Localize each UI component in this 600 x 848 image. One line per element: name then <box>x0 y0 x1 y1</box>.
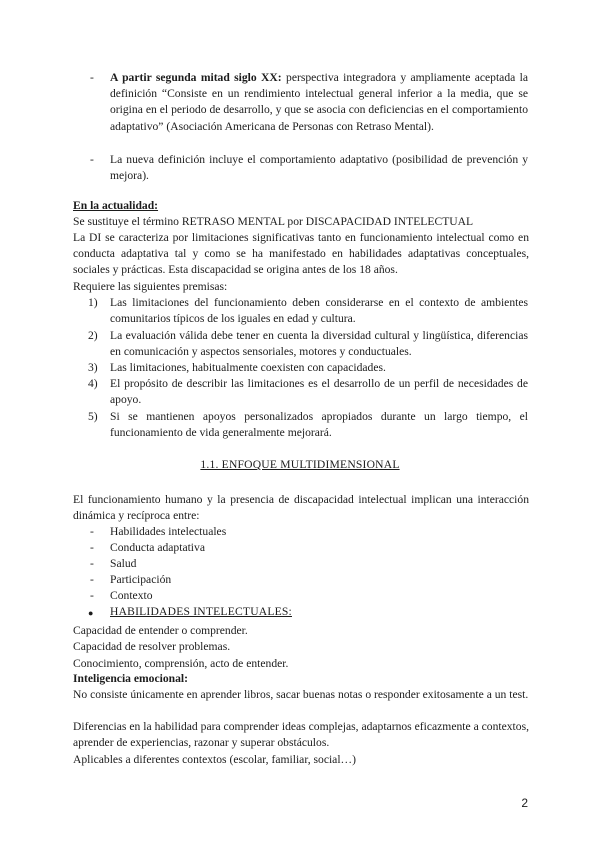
premisa-item <box>88 376 528 408</box>
premisa-text: Si se mantienen apoyos personalizados apropiados durante un largo tiempo, el funcionamiento de vida generalmente mejorará. <box>110 410 528 440</box>
list-item <box>92 572 492 588</box>
actualidad-heading-text: En la actualidad: <box>73 199 159 212</box>
habilidades-line: Capacidad de resolver problemas. <box>73 640 231 653</box>
dash-marker: - <box>90 557 94 570</box>
premisa-item <box>88 360 528 376</box>
section-intro: El funcionamiento humano y la presencia de discapacidad intelectual implican una interacción dinámica y recíproca entre: <box>73 493 529 523</box>
premisa-number: 3) <box>88 361 98 374</box>
actualidad-line: Se sustituye el término RETRASO MENTAL por DISCAPACIDAD INTELECTUAL <box>73 215 474 228</box>
dash-marker: - <box>90 153 94 166</box>
list-item-text: Habilidades intelectuales <box>110 525 227 538</box>
dash-marker: - <box>90 525 94 538</box>
premisa-number: 4) <box>88 377 98 390</box>
emocional-heading <box>73 671 529 687</box>
premisas-intro: Requiere las siguientes premisas: <box>73 280 228 293</box>
list-item-text: Participación <box>110 573 172 586</box>
habilidades-heading: HABILIDADES INTELECTUALES: <box>110 605 292 618</box>
dimension-list <box>92 524 492 604</box>
premisa-text: Las limitaciones, habitualmente coexisten con capacidades. <box>110 361 386 374</box>
emocional-heading-text: Inteligencia emocional: <box>73 672 188 685</box>
premisa-item <box>88 409 528 441</box>
list-item <box>92 588 492 604</box>
list-item-text: perspectiva integradora y ampliamente aceptada la definición “Consiste en un rendimiento intelectual general inferior a la media, que se origina en el periodo de desarrollo, y que se asocia con deficiencias en el comportamiento adaptativo” (Asociación Americana de Personas con Retraso Mental). <box>110 71 528 133</box>
premisa-text: La evaluación válida debe tener en cuenta la diversidad cultural y lingüística, diferencias en comunicación y aspectos sensoriales, motores y conductuales. <box>110 329 528 359</box>
habilidades-line: Capacidad de entender o comprender. <box>73 624 248 637</box>
emocional-paragraph: No consiste únicamente en aprender libros, sacar buenas notas o responder exitosamente a un test. <box>73 688 529 701</box>
list-item-text: La nueva definición incluye el comportamiento adaptativo (posibilidad de prevención y mejora). <box>110 153 528 183</box>
dash-marker: - <box>90 573 94 586</box>
list-item <box>92 152 528 184</box>
premisa-text: Las limitaciones del funcionamiento deben considerarse en el contexto de ambientes comunitarios típicos de los iguales en edad y cultura. <box>110 296 528 326</box>
emocional-paragraph: Aplicables a diferentes contextos (escolar, familiar, social…) <box>73 753 357 766</box>
list-item-text: Contexto <box>110 589 153 602</box>
premisa-number: 2) <box>88 329 98 342</box>
habilidades-line: Conocimiento, comprensión, acto de entender. <box>73 657 289 670</box>
premisa-item <box>88 295 528 327</box>
premisa-item <box>88 328 528 360</box>
page-number: 2 <box>521 796 528 810</box>
list-item-text: Salud <box>110 557 137 570</box>
list-item <box>92 70 528 135</box>
actualidad-paragraph: La DI se caracteriza por limitaciones significativas tanto en funcionamiento intelectual como en conducta adaptativa tal y como se ha manifestado en habilidades adaptativas conceptuales, sociales y prácticas. Esta discapacidad se origina antes de los 18 años. <box>73 231 529 277</box>
actualidad-heading <box>73 198 529 214</box>
dash-marker: - <box>90 541 94 554</box>
list-item <box>92 556 492 572</box>
premisa-number: 1) <box>88 296 98 309</box>
dash-marker: - <box>90 71 94 84</box>
section-title: 1.1. ENFOQUE MULTIDIMENSIONAL <box>200 458 400 471</box>
premisa-text: El propósito de describir las limitaciones es el desarrollo de un perfil de necesidades de apoyo. <box>110 377 528 407</box>
list-item <box>92 524 492 540</box>
emocional-paragraph: Diferencias en la habilidad para comprender ideas complejas, adaptarnos eficazmente a contextos, aprender de experiencias, razonar y superar obstáculos. <box>73 720 529 750</box>
list-item <box>92 540 492 556</box>
dash-marker: - <box>90 589 94 602</box>
list-item-bold: A partir segunda mitad siglo XX: <box>110 71 282 84</box>
premisa-number: 5) <box>88 410 98 423</box>
list-item-text: Conducta adaptativa <box>110 541 205 554</box>
bullet-icon: ● <box>88 608 94 618</box>
